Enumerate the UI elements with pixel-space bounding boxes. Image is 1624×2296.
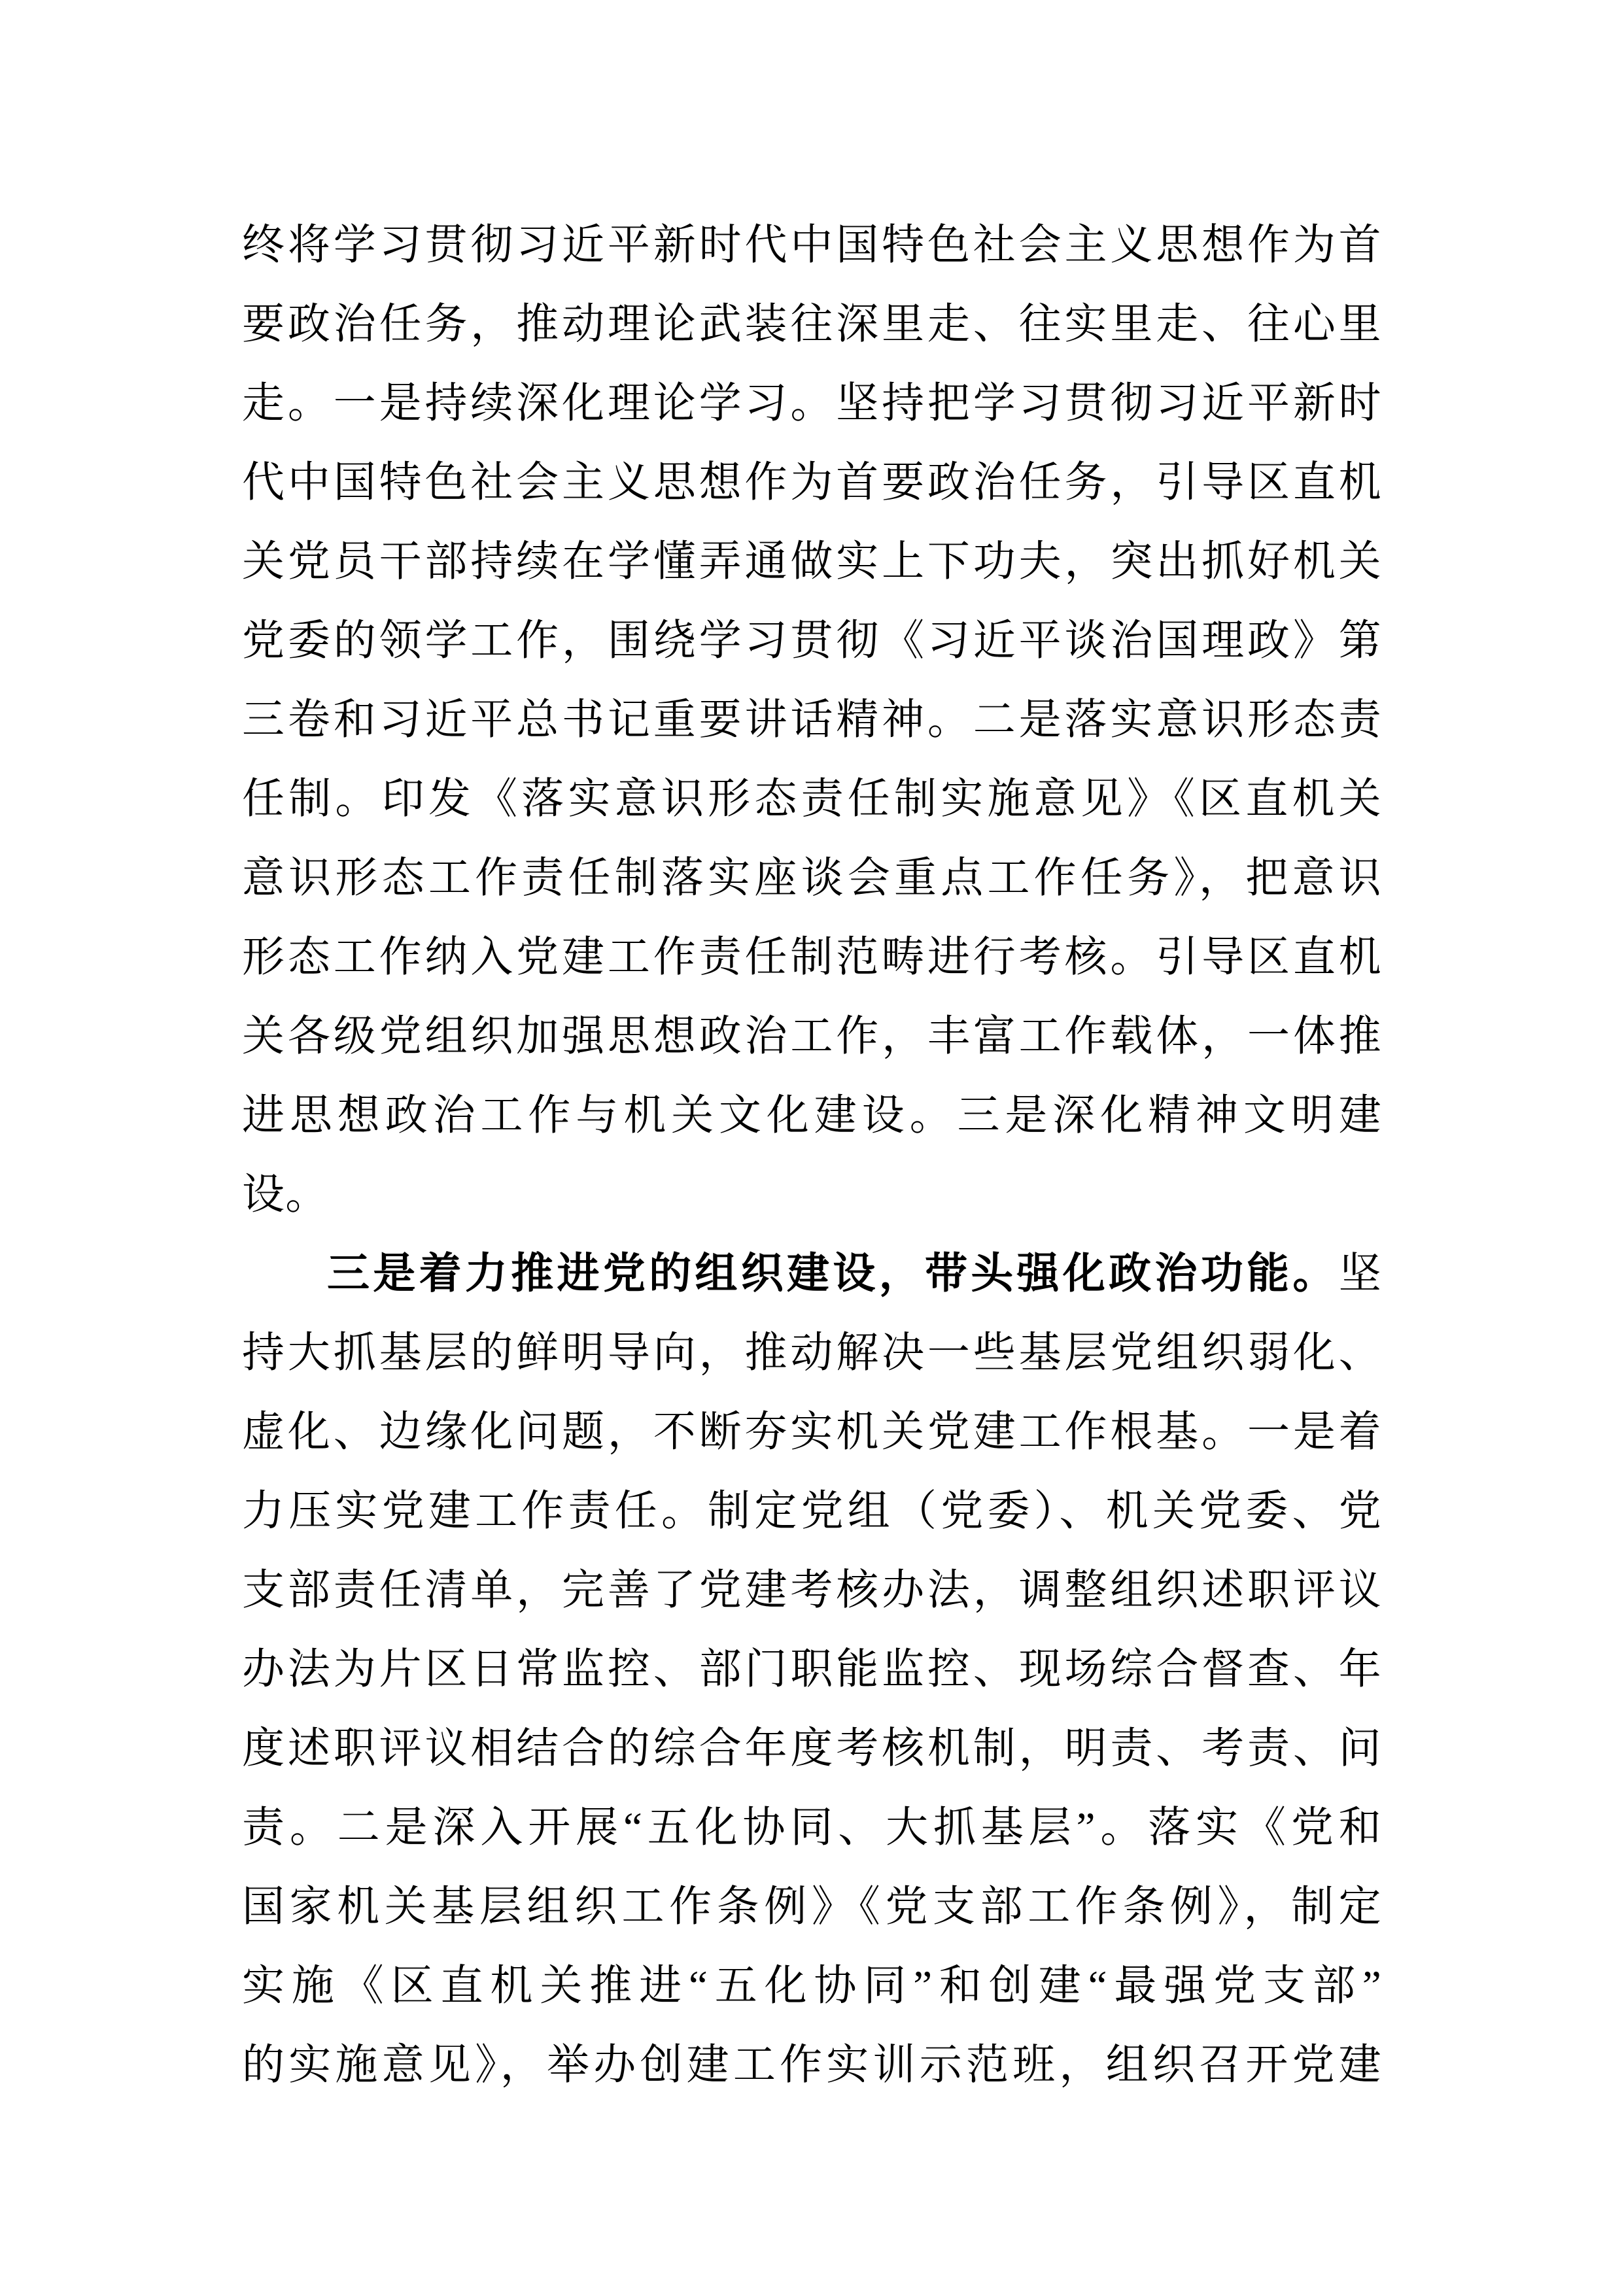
text-line xyxy=(242,760,1382,839)
text-run: 三卷和习近平总书记重要讲话精神。二是落实意识形态责 xyxy=(242,696,1382,744)
text-run: 任制。印发《落实意识形态责任制实施意见》《区直机关 xyxy=(242,776,1382,823)
text-run: 关各级党组织加强思想政治工作，丰富工作载体，一体推 xyxy=(242,1013,1382,1060)
text-line xyxy=(242,1868,1382,1947)
text-run: 设。 xyxy=(242,1171,329,1218)
text-run: 关党员干部持续在学懂弄通做实上下功夫，突出抓好机关 xyxy=(242,538,1382,585)
text-line xyxy=(242,364,1382,443)
text-run: 国家机关基层组织工作条例》《党支部工作条例》，制定 xyxy=(242,1883,1382,1930)
text-run: 虚化、边缘化问题，不断夯实机关党建工作根基。一是着 xyxy=(242,1409,1382,1456)
text-line xyxy=(242,285,1382,364)
text-line xyxy=(242,1314,1382,1393)
text-line xyxy=(242,1076,1382,1156)
text-line xyxy=(242,918,1382,997)
text-line xyxy=(242,997,1382,1076)
text-run: 办法为片区日常监控、部门职能监控、现场综合督查、年 xyxy=(242,1646,1382,1693)
text-run: 要政治任务，推动理论武装往深里走、往实里走、往心里 xyxy=(242,301,1382,348)
text-run: 代中国特色社会主义思想作为首要政治任务，引导区直机 xyxy=(242,459,1382,506)
text-run: 持大抓基层的鲜明导向，推动解决一些基层党组织弱化、 xyxy=(242,1329,1382,1377)
text-line xyxy=(242,1709,1382,1789)
text-run: 度述职评议相结合的综合年度考核机制，明责、考责、问 xyxy=(242,1725,1382,1772)
text-line xyxy=(242,2026,1382,2105)
text-line xyxy=(242,1551,1382,1630)
text-run: 坚 xyxy=(1338,1250,1382,1297)
document-body-text xyxy=(242,206,1382,2105)
text-run-bold: 三是着力推进党的组织建设，带头强化政治功能。 xyxy=(327,1250,1339,1297)
text-run: 党委的领学工作，围绕学习贯彻《习近平谈治国理政》第 xyxy=(242,617,1382,664)
text-run: 进思想政治工作与机关文化建设。三是深化精神文明建 xyxy=(242,1092,1382,1139)
text-line xyxy=(242,206,1382,285)
paragraph-organization-building xyxy=(242,1235,1382,2105)
text-run: 的实施意见》，举办创建工作实训示范班，组织召开党建 xyxy=(242,2042,1382,2089)
text-run: 责。二是深入开展“五化协同、大抓基层”。落实《党和 xyxy=(242,1804,1382,1851)
text-run: 走。一是持续深化理论学习。坚持把学习贯彻习近平新时 xyxy=(242,380,1382,427)
text-run: 意识形态工作责任制落实座谈会重点工作任务》，把意识 xyxy=(242,855,1382,902)
text-run: 终将学习贯彻习近平新时代中国特色社会主义思想作为首 xyxy=(242,222,1382,269)
text-line xyxy=(242,1156,1382,1235)
text-line xyxy=(242,523,1382,602)
text-run: 实施《区直机关推进“五化协同”和创建“最强党支部” xyxy=(242,1962,1382,2010)
text-run: 力压实党建工作责任。制定党组（党委）、机关党委、党 xyxy=(242,1488,1382,1535)
text-line xyxy=(242,681,1382,760)
text-line xyxy=(242,839,1382,918)
text-line xyxy=(242,1630,1382,1709)
text-line xyxy=(242,602,1382,681)
text-line xyxy=(242,1393,1382,1472)
text-line xyxy=(242,1235,1382,1314)
text-line xyxy=(242,1472,1382,1551)
text-line xyxy=(242,1947,1382,2026)
paragraph-theory-armament xyxy=(242,206,1382,1235)
text-line xyxy=(242,1789,1382,1868)
text-run: 形态工作纳入党建工作责任制范畴进行考核。引导区直机 xyxy=(242,934,1382,981)
text-run: 支部责任清单，完善了党建考核办法，调整组织述职评议 xyxy=(242,1567,1382,1614)
text-line xyxy=(242,443,1382,523)
